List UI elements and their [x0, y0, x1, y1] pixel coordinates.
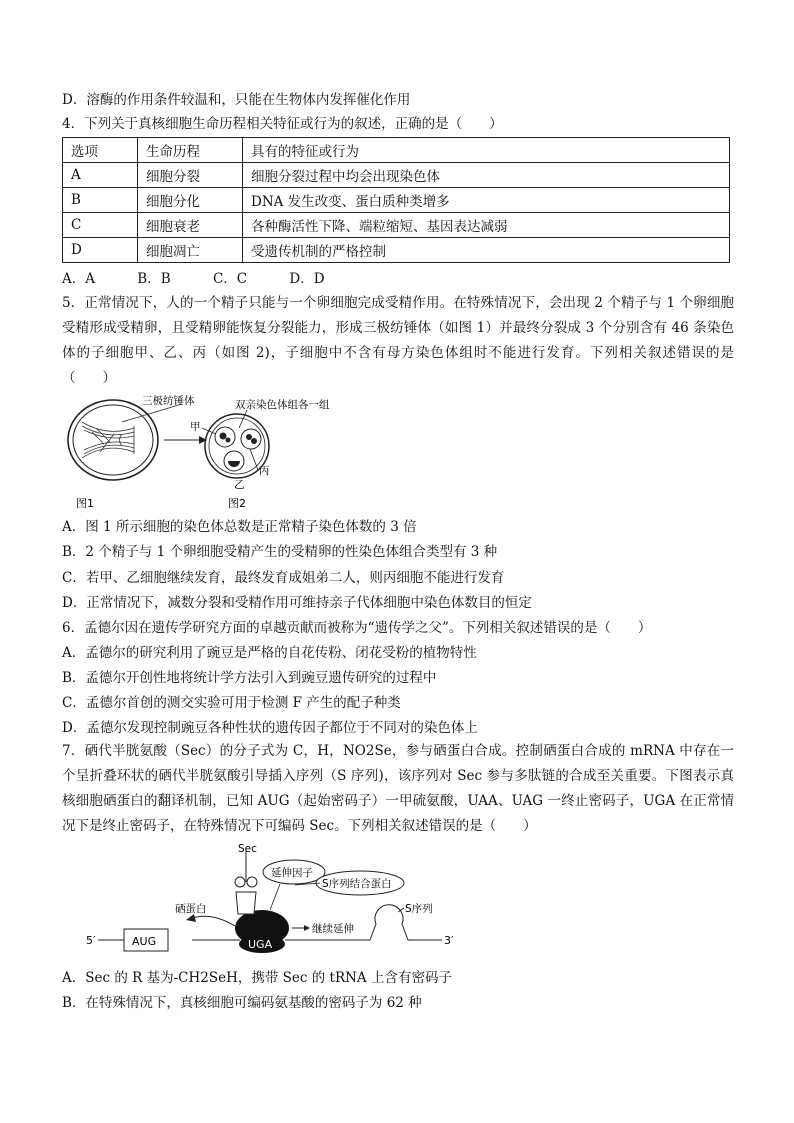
label-jia: 甲 [190, 421, 201, 433]
q6-option-d[interactable]: D．孟德尔发现控制豌豆各种性状的遗传因子都位于不同对的染色体上 [62, 720, 478, 736]
table-cell: B [63, 188, 138, 213]
table-cell: D [63, 238, 138, 263]
table-cell: 细胞分裂 [138, 163, 243, 188]
table-row [63, 213, 730, 238]
table-row [63, 238, 730, 263]
table-header: 具有的特征或行为 [243, 138, 730, 163]
q6-stem: 6．孟德尔因在遗传学研究方面的卓越贡献而被称为“遗传学之父”。下列相关叙述错误的是（ ） [62, 620, 652, 636]
fig1-spindle-icon [82, 422, 134, 458]
five-prime-label: 5′ [86, 934, 96, 947]
q5-option-a[interactable]: A．图 1 所示细胞的染色体总数是正常精子染色体数的 3 倍 [62, 519, 417, 535]
s-seq-label: S序列 [405, 903, 433, 915]
sec-label: Sec [238, 843, 257, 855]
continue-label: 继续延伸 [312, 923, 354, 935]
s-binding-label: S序列结合蛋白 [322, 878, 392, 890]
three-prime-label: 3′ [444, 934, 454, 947]
table-cell: 细胞衰老 [138, 213, 243, 238]
table-header-row [63, 138, 730, 163]
q5-option-d[interactable]: D．正常情况下，减数分裂和受精作用可维持亲子代体细胞中染色体数目的恒定 [62, 595, 532, 611]
q6-option-a[interactable]: A．孟德尔的研究利用了豌豆是严格的自花传粉、闭花受粉的植物特性 [62, 645, 477, 661]
label-yi: 乙 [234, 479, 245, 491]
table-cell: 细胞分裂过程中均会出现染色体 [243, 163, 730, 188]
table-cell: 细胞凋亡 [138, 238, 243, 263]
q3-option-d: D．溶酶的作用条件较温和，只能在生物体内发挥催化作用 [62, 92, 411, 108]
table-header: 生命历程 [138, 138, 243, 163]
table-cell: DNA 发生改变、蛋白质种类增多 [243, 188, 730, 213]
q5-figure [62, 392, 330, 516]
table-cell: 各种酶活性下降、端粒缩短、基因表达减弱 [243, 213, 730, 238]
elongation-factor-label: 延伸因子 [271, 867, 313, 879]
fig1-cell-inner [73, 405, 153, 475]
fig1-cell-outer [68, 400, 158, 480]
aug-label: AUG [132, 935, 157, 948]
choice-c[interactable]: C．C [212, 271, 248, 287]
trna-icon [235, 850, 257, 914]
q7-option-b[interactable]: B．在特殊情况下，真核细胞可编码氨基酸的密码子为 62 种 [62, 995, 422, 1011]
fig1-caption: 图1 [76, 497, 94, 510]
fig2-caption: 图2 [228, 497, 246, 510]
table-cell: A [63, 163, 138, 188]
table-header: 选项 [63, 138, 138, 163]
q7-stem: 7．硒代半胱氨酸（Sec）的分子式为 C，H，NO2Se，参与硒蛋白合成。控制硒蛋白合成的 mRNA 中存在一个呈折叠环状的硒代半胱氨酸引导插入序列（S 序列)，该序列对 Sec 参与多肽链的合成至关重要。下图表示真核细胞硒蛋白的翻译机制，已知 AUG（起始密码子）一甲硫氨酸，UAA、UAG 一终止密码子，UGA 在正常情况下是终止密码子，在特殊情况下可编码 Sec。下列相关叙述错误的是（ ） [62, 743, 734, 834]
q5-option-b[interactable]: B．2 个精子与 1 个卵细胞受精产生的受精卵的性染色体组合类型有 3 种 [62, 544, 498, 560]
choice-a[interactable]: A．A [62, 271, 95, 287]
q7-figure [80, 840, 480, 960]
uga-label: UGA [248, 938, 273, 951]
q6-option-b[interactable]: B．孟德尔开创性地将统计学方法引入到豌豆遗传研究的过程中 [62, 670, 437, 686]
q6-option-c[interactable]: C．孟德尔首创的测交实验可用于检测 F 产生的配子种类 [62, 695, 401, 711]
table-cell: 受遗传机制的严格控制 [243, 238, 730, 263]
choice-d[interactable]: D．D [289, 271, 325, 287]
label-bing: 丙 [259, 465, 270, 477]
table-row [63, 188, 730, 213]
table-cell: C [63, 213, 138, 238]
s-sequence-loop [370, 905, 408, 940]
selenoprotein-label: 硒蛋白 [175, 903, 207, 915]
q5-stem: 5．正常情况下，人的一个精子只能与一个卵细胞完成受精作用。在特殊情况下，会出现 2 个精子与 1 个卵细胞受精形成受精卵，且受精卵能恢复分裂能力，形成三极纺锤体（如图 1）并最终分裂成 3 个分别含有 46 条染色体的子细胞甲、乙、丙（如图 2)，子细胞中不含有母方染色体组时不能进行发育。下列相关叙述错误的是（ ） [62, 295, 734, 386]
choice-b[interactable]: B．B [137, 271, 171, 287]
label-spindle: 三极纺锤体 [142, 395, 195, 407]
q4-choices [62, 269, 363, 289]
q5-option-c[interactable]: C．若甲、乙细胞继续发育，最终发育成姐弟二人，则丙细胞不能进行发育 [62, 570, 505, 586]
table-cell: 细胞分化 [138, 188, 243, 213]
q4-table [62, 137, 730, 263]
q4-stem: 4．下列关于真核细胞生命历程相关特征或行为的叙述，正确的是（ ） [62, 116, 503, 132]
label-parents: 双亲染色体组各一组 [235, 399, 330, 411]
table-row [63, 163, 730, 188]
q7-option-a[interactable]: A．Sec 的 R 基为-CH2SeH，携带 Sec 的 tRNA 上含有密码子 [62, 970, 452, 986]
